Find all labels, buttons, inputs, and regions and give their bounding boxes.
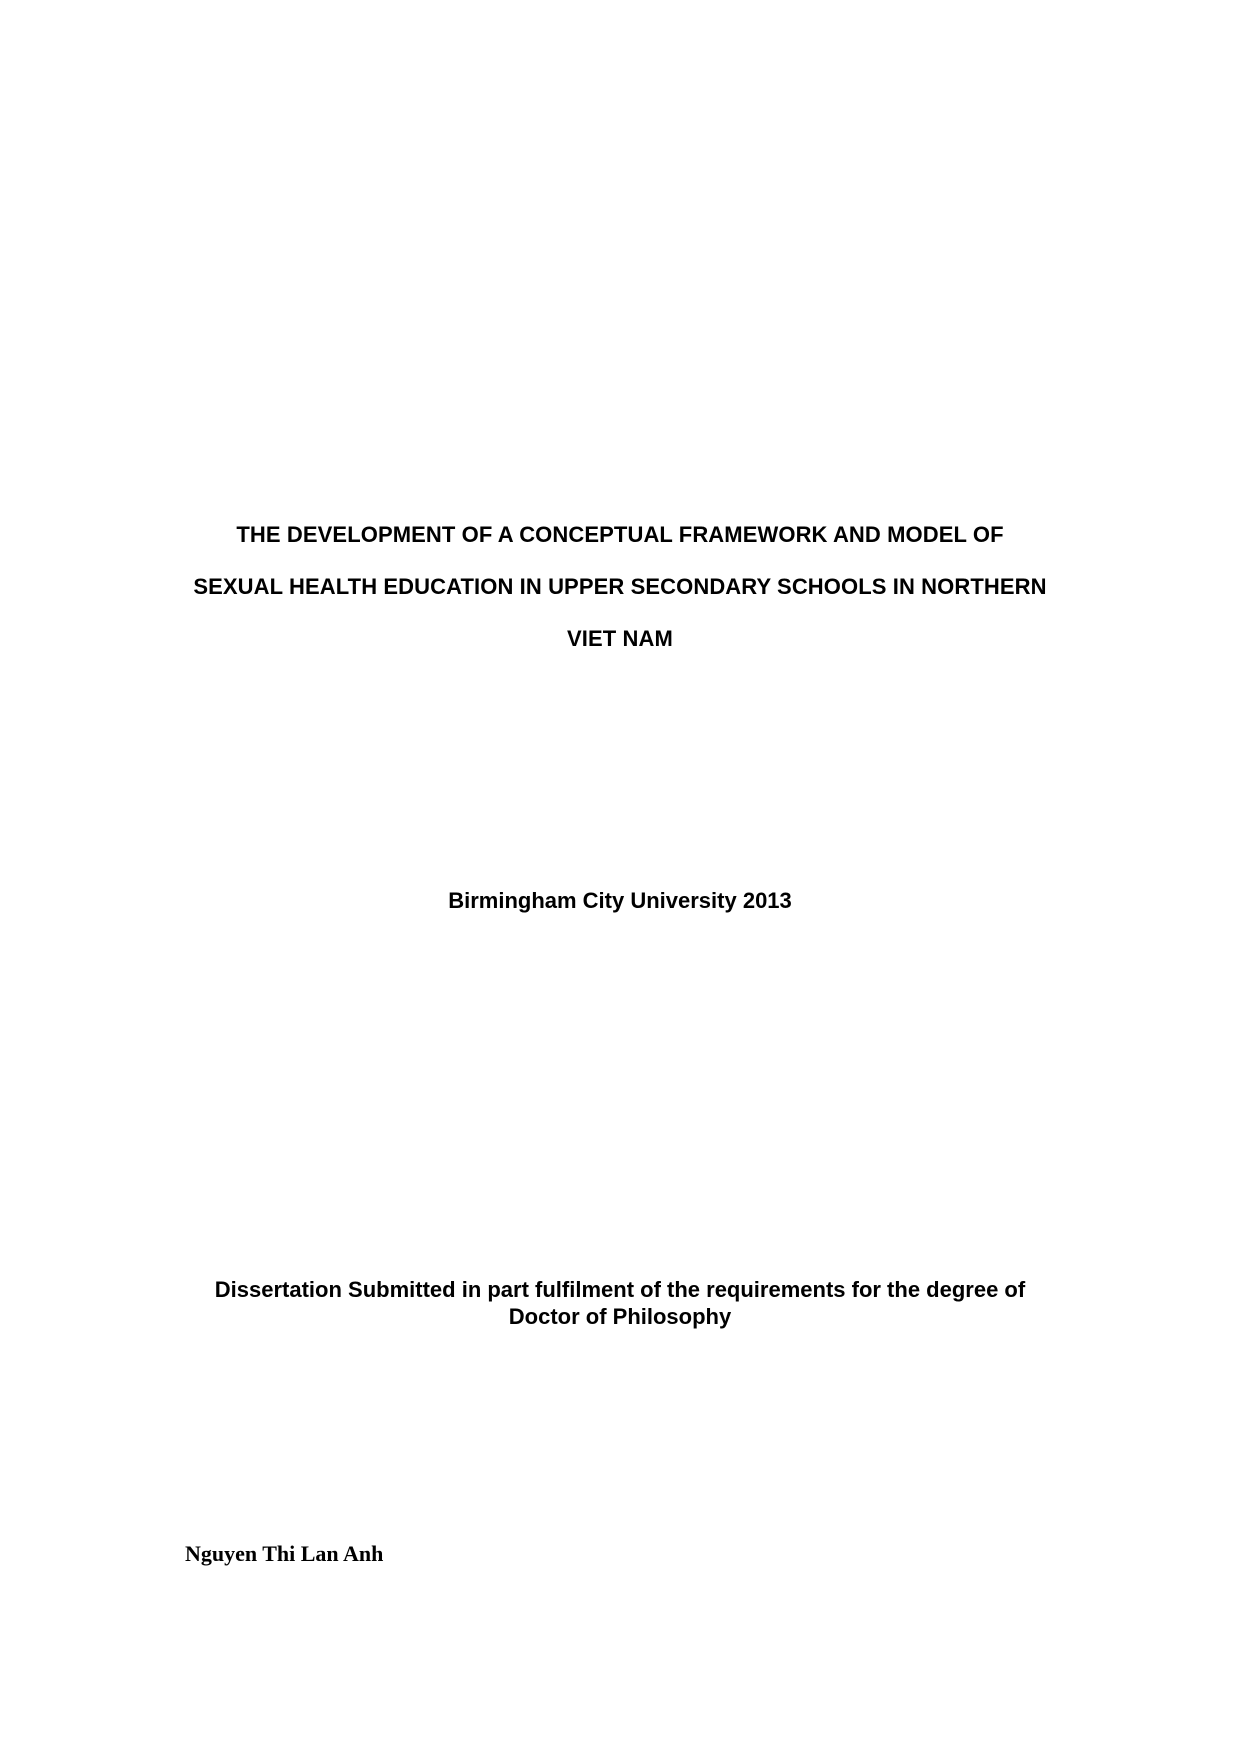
submission-line-2: Doctor of Philosophy: [508, 1304, 732, 1329]
title-line-2: SEXUAL HEALTH EDUCATION IN UPPER SECONDARY SCHOOLS IN NORTHERN: [193, 574, 1047, 599]
title-line-1: THE DEVELOPMENT OF A CONCEPTUAL FRAMEWORK AND MODEL OF: [236, 522, 1004, 547]
title-line-3: VIET NAM: [567, 626, 673, 651]
author-name: Nguyen Thi Lan Anh: [185, 1541, 384, 1566]
institution-year: Birmingham City University 2013: [448, 888, 792, 913]
submission-line-1: Dissertation Submitted in part fulfilment of the requirements for the degree of: [214, 1277, 1026, 1302]
submission-statement: [0, 1276, 1240, 1330]
